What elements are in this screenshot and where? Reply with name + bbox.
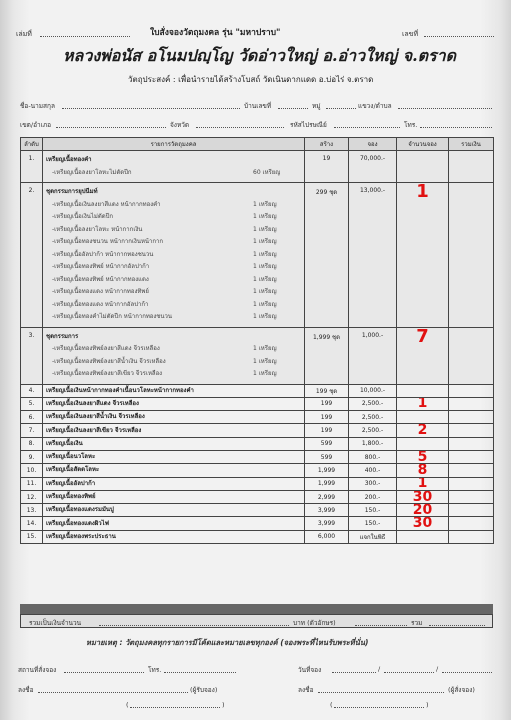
footer-place-line[interactable] — [64, 672, 144, 673]
row-sub-item-text: -เหรียญเนื้อทองทิพย์ หน้ากากทองแดง — [52, 275, 149, 283]
row-sub-item-text: -เหรียญเนื้อทองแดง หน้ากากอัลปาก้า — [52, 300, 149, 308]
row-no: 6. — [21, 411, 43, 424]
footer-sign-left-line[interactable] — [38, 692, 188, 693]
row-amount-cell[interactable] — [449, 397, 494, 410]
row-sub-item — [46, 343, 301, 356]
row-item-name: เหรียญเนื้อสัตตโลหะ — [46, 466, 100, 474]
row-sub-item — [46, 274, 301, 287]
footer-paren-right-close: ) — [426, 701, 429, 709]
row-qty-cell[interactable] — [397, 464, 449, 477]
row-amount-cell[interactable] — [449, 437, 494, 450]
row-sub-item — [46, 299, 301, 312]
table-row — [21, 411, 494, 424]
row-sub-item-text: -เหรียญเนื้อทองคำไม่ตัดปีก หน้ากากทองชนวน — [52, 313, 172, 320]
district-line[interactable] — [56, 127, 166, 128]
row-no: 1. — [21, 151, 43, 183]
postcode-label: รหัสไปรษณีย์ — [290, 121, 327, 129]
moo-label: หมู่ — [312, 102, 321, 110]
table-row — [21, 490, 494, 503]
row-qty-cell[interactable] — [397, 437, 449, 450]
row-qty-cell[interactable] — [397, 530, 449, 543]
row-sub-item — [46, 261, 301, 274]
table-row — [21, 151, 494, 183]
footer-date-label: วันที่จอง — [298, 666, 322, 674]
row-price: 200.- — [349, 490, 397, 503]
row-qty-cell[interactable] — [397, 327, 449, 384]
footer-sign-right-label: ลงชื่อ — [298, 686, 314, 694]
table-row — [21, 183, 494, 328]
row-qty-handwritten: 1 — [416, 182, 429, 202]
row-sub-item-text: -เหรียญเนื้อลงยาโลหะไม่ตัดปีก — [52, 168, 132, 176]
row-made: 599 — [305, 450, 349, 463]
row-price: 10,000.- — [349, 384, 397, 397]
row-sub-item — [46, 368, 301, 381]
name-label: ชื่อ-นามสกุล — [20, 102, 55, 110]
row-sub-item-text: -เหรียญเนื้อลงยาโลหะ หน้ากากเงิน — [52, 225, 143, 233]
footer-day-line[interactable] — [332, 672, 376, 673]
items-table — [20, 137, 494, 544]
moo-line[interactable] — [326, 108, 356, 109]
footer-sign-left-label: ลงชื่อ — [18, 686, 34, 694]
row-qty-cell[interactable] — [397, 183, 449, 328]
row-made: 199 — [305, 411, 349, 424]
footer-month-line[interactable] — [384, 672, 434, 673]
row-sub-item — [46, 167, 301, 180]
row-made: 2,999 — [305, 490, 349, 503]
row-qty-handwritten: 8 — [417, 463, 428, 478]
row-price: 800.- — [349, 450, 397, 463]
row-amount-cell[interactable] — [449, 411, 494, 424]
row-sub-item-qty: 1 เหรียญ — [253, 250, 277, 258]
header-amount: รวมเงิน — [449, 138, 494, 151]
row-sub-item-text: -เหรียญเนื้ออัลปาก้า หน้ากากทองชนวน — [52, 250, 154, 258]
district-label: เขต/อำเภอ — [20, 121, 52, 129]
row-item — [43, 327, 305, 384]
row-qty-cell[interactable] — [397, 384, 449, 397]
total-words-line[interactable] — [355, 625, 407, 626]
row-sub-item — [46, 249, 301, 262]
number-label: เลขที่ — [402, 30, 419, 38]
row-qty-handwritten: 30 — [412, 490, 433, 504]
row-sub-item-qty: 1 เหรียญ — [253, 345, 277, 352]
table-row — [21, 450, 494, 463]
footer-phone-label: โทร. — [148, 666, 162, 674]
row-sub-item-qty: 1 เหรียญ — [253, 200, 277, 208]
row-made: 3,999 — [305, 504, 349, 517]
row-sub-item-qty: 1 เหรียญ — [253, 313, 277, 320]
row-item-name: เหรียญเนื้อเงินลงยาสีแดง จีวรเหลือง — [46, 399, 139, 407]
row-item-name: เหรียญเนื้อทองพระประธาน — [46, 532, 116, 540]
footer-paren-right: ( — [330, 701, 333, 709]
row-item — [43, 530, 305, 543]
row-sub-item — [46, 224, 301, 237]
row-sub-item-text: -เหรียญเนื้อเงินลงยาสีแดง หน้ากากทองคำ — [52, 200, 161, 208]
row-amount-cell[interactable] — [449, 384, 494, 397]
row-sub-item-qty: 60 เหรียญ — [253, 168, 281, 176]
row-sub-item — [46, 211, 301, 224]
row-no: 5. — [21, 397, 43, 410]
row-item — [43, 477, 305, 490]
row-sub-item — [46, 286, 301, 299]
number-line[interactable] — [424, 36, 494, 37]
table-row — [21, 437, 494, 450]
row-made: 199 ชุด — [305, 384, 349, 397]
footer-signer-left: (ผู้รับจอง) — [190, 686, 218, 694]
house-no-label: บ้านเลขที่ — [244, 102, 272, 110]
table-header-row — [21, 138, 494, 151]
row-amount-cell[interactable] — [449, 151, 494, 183]
row-amount-cell[interactable] — [449, 504, 494, 517]
row-no: 2. — [21, 183, 43, 328]
book-no-label: เล่มที่ — [16, 30, 32, 38]
row-sub-item — [46, 311, 301, 324]
row-made: 6,000 — [305, 530, 349, 543]
row-sub-item — [46, 236, 301, 249]
row-sub-item-qty: 1 เหรียญ — [253, 357, 277, 365]
subdistrict-label: แขวง/ตำบล — [358, 102, 392, 110]
header-qty: จำนวนจอง — [397, 138, 449, 151]
province-line[interactable] — [196, 127, 284, 128]
row-item-name: ชุดกรรมการยุปนีมท์ — [46, 188, 98, 195]
row-price: 2,500.- — [349, 411, 397, 424]
total-baht-label: บาท (ตัวอักษร) — [293, 619, 336, 627]
row-sub-item-qty: 1 เหรียญ — [253, 275, 277, 283]
row-item — [43, 424, 305, 437]
row-qty-cell[interactable] — [397, 450, 449, 463]
row-item — [43, 151, 305, 183]
table-row — [21, 504, 494, 517]
table-spacer — [20, 604, 493, 614]
row-made: 199 — [305, 397, 349, 410]
row-no: 11. — [21, 477, 43, 490]
row-item — [43, 397, 305, 410]
row-item — [43, 437, 305, 450]
row-item — [43, 504, 305, 517]
row-item-name: ชุดกรรมการ — [46, 332, 79, 340]
row-item-name: เหรียญเนื้ออัลปาก้า — [46, 479, 96, 487]
row-qty-handwritten: 5 — [417, 450, 428, 464]
row-qty-cell[interactable] — [397, 151, 449, 183]
row-no: 14. — [21, 517, 43, 530]
row-qty-handwritten: 2 — [417, 423, 428, 438]
remark-note: หมายเหตุ : วัตถุมงคลทุกรายการมีโค้ดและหมายเลขทุกองค์ (จองพระที่ไหนรับพระที่นั่น) — [86, 638, 369, 647]
row-qty-cell[interactable] — [397, 504, 449, 517]
form-title: ใบสั่งจองวัตถุมงคล รุ่น "มหาปราบ" — [150, 28, 281, 38]
subdistrict-line[interactable] — [398, 108, 492, 109]
row-qty-cell[interactable] — [397, 424, 449, 437]
row-made: 1,999 ชุด — [305, 327, 349, 384]
row-amount-cell[interactable] — [449, 517, 494, 530]
row-sub-item-text: -เหรียญเนื้อทองทิพย์ลงยาสีแดง จีวรเหลือง — [52, 345, 160, 352]
row-no: 9. — [21, 450, 43, 463]
row-no: 12. — [21, 490, 43, 503]
row-made: 1,999 — [305, 464, 349, 477]
row-price: แจกในพิธี — [349, 530, 397, 543]
main-title: หลวงพ่อนัส อโนมปญฺโญ วัดอ่าวใหญ่ อ.อ่าวใหญ่ จ.ตราด — [63, 46, 456, 65]
row-price: 150.- — [349, 504, 397, 517]
footer-paren-left-close: ) — [222, 701, 225, 709]
row-sub-item-text: -เหรียญเนื้อทองแดง หน้ากากทองทิพย์ — [52, 288, 149, 295]
row-amount-cell[interactable] — [449, 530, 494, 543]
table-row — [21, 477, 494, 490]
row-item-name: เหรียญเนื้อทองแดงรมมันปู — [46, 506, 114, 514]
row-made: 19 — [305, 151, 349, 183]
row-qty-handwritten: 7 — [416, 327, 429, 347]
row-no: 15. — [21, 530, 43, 543]
row-price: 2,500.- — [349, 424, 397, 437]
row-price: 1,800.- — [349, 437, 397, 450]
row-sub-item-text: -เหรียญเนื้อทองทิพย์ หน้ากากอัลปาก้า — [52, 263, 150, 270]
row-amount-cell[interactable] — [449, 477, 494, 490]
row-price: 300.- — [349, 477, 397, 490]
row-made: 3,999 — [305, 517, 349, 530]
footer-slash-2: / — [436, 665, 439, 673]
footer-slash-1: / — [378, 665, 381, 673]
book-no-line[interactable] — [40, 36, 130, 37]
row-no: 4. — [21, 384, 43, 397]
row-qty-cell[interactable] — [397, 411, 449, 424]
header-price: จอง — [349, 138, 397, 151]
postcode-line[interactable] — [334, 127, 400, 128]
row-sub-item-qty: 1 เหรียญ — [253, 238, 277, 245]
row-sub-item-qty: 1 เหรียญ — [253, 288, 277, 295]
row-item — [43, 490, 305, 503]
row-item-name: เหรียญเนื้อเงินหน้ากากทองคำเนื้อนวโลหะหน้ากากทองคำ — [46, 386, 194, 394]
footer-phone-line[interactable] — [164, 672, 236, 673]
row-price: 1,000.- — [349, 327, 397, 384]
house-no-line[interactable] — [278, 108, 308, 109]
total-row — [20, 614, 493, 628]
row-sub-item-qty: 1 เหรียญ — [253, 225, 277, 233]
row-no: 10. — [21, 464, 43, 477]
row-price: 70,000.- — [349, 151, 397, 183]
footer-name-left-line[interactable] — [130, 707, 220, 708]
row-amount-cell[interactable] — [449, 424, 494, 437]
row-item-name: เหรียญเนื้อทองแดงผิวไฟ — [46, 519, 109, 527]
row-item-name: เหรียญเนื้อเงินลงยาสีน้ำเงิน จีวรเหลือง — [46, 413, 145, 421]
row-qty-cell[interactable] — [397, 517, 449, 530]
row-item-name: เหรียญเนื้อเงินลงยาสีเขียว จีวรเหลือง — [46, 426, 142, 434]
total-amount-line[interactable] — [99, 625, 289, 626]
row-no: 7. — [21, 424, 43, 437]
row-made: 299 ชุด — [305, 183, 349, 328]
row-item-name: เหรียญเนื้อทองทิพย์ — [46, 493, 96, 501]
table-row — [21, 464, 494, 477]
row-no: 13. — [21, 504, 43, 517]
row-item — [43, 517, 305, 530]
footer-paren-left: ( — [126, 701, 129, 709]
row-item-name: เหรียญเนื้อนวโลหะ — [46, 453, 96, 461]
row-amount-cell[interactable] — [449, 464, 494, 477]
footer-sign-right-line[interactable] — [318, 692, 444, 693]
purpose-text: วัตถุประสงค์ : เพื่อนำรายได้สร้างโบสถ์ วัดเนินดากแดด อ.บ่อไร่ จ.ตราด — [128, 75, 374, 84]
row-item-name: เหรียญเนื้อเงิน — [46, 439, 83, 447]
total-sum-line[interactable] — [429, 625, 485, 626]
row-no: 3. — [21, 327, 43, 384]
phone-label: โทร. — [404, 121, 418, 129]
row-qty-handwritten: 1 — [417, 397, 428, 411]
total-label: รวมเป็นเงินจำนวน — [29, 619, 82, 627]
footer-year-line[interactable] — [442, 672, 492, 673]
row-qty-cell[interactable] — [397, 397, 449, 410]
row-qty-handwritten: 20 — [412, 503, 433, 517]
row-price: 13,000.- — [349, 183, 397, 328]
row-item — [43, 464, 305, 477]
row-price: 150.- — [349, 517, 397, 530]
row-sub-item-text: -เหรียญเนื้อเงินไม่ตัดปีก — [52, 213, 114, 220]
row-item — [43, 384, 305, 397]
header-item: รายการวัตถุมงคล — [43, 138, 305, 151]
row-price: 400.- — [349, 464, 397, 477]
row-sub-item — [46, 199, 301, 212]
row-qty-cell[interactable] — [397, 477, 449, 490]
footer-name-right-line[interactable] — [334, 707, 424, 708]
table-row — [21, 384, 494, 397]
row-item — [43, 450, 305, 463]
name-line[interactable] — [62, 108, 240, 109]
row-amount-cell[interactable] — [449, 183, 494, 328]
row-sub-item-text: -เหรียญเนื้อทองทิพย์ลงยาสีเขียว จีวรเหลือง — [52, 370, 163, 377]
footer-signer-right: (ผู้สั่งจอง) — [448, 686, 475, 694]
table-row — [21, 517, 494, 530]
header-no: ลำดับ — [21, 138, 43, 151]
row-made: 1,999 — [305, 477, 349, 490]
row-no: 8. — [21, 437, 43, 450]
row-sub-item-text: -เหรียญเนื้อทองชนวน หน้ากากเงินหน้ากาก — [52, 238, 164, 245]
footer-place-label: สถานที่สั่งจอง — [18, 666, 57, 674]
row-made: 199 — [305, 424, 349, 437]
row-sub-item-qty: 1 เหรียญ — [253, 300, 277, 308]
header-made: สร้าง — [305, 138, 349, 151]
row-item — [43, 183, 305, 328]
row-sub-item-qty: 1 เหรียญ — [253, 370, 277, 377]
row-qty-handwritten: 30 — [412, 516, 433, 531]
row-amount-cell[interactable] — [449, 450, 494, 463]
phone-line[interactable] — [420, 127, 492, 128]
table-row — [21, 397, 494, 410]
row-made: 599 — [305, 437, 349, 450]
row-sub-item-text: -เหรียญเนื้อทองทิพย์ลงยาสีน้ำเงิน จีวรเหลือง — [52, 357, 166, 365]
province-label: จังหวัด — [170, 121, 190, 129]
row-item — [43, 411, 305, 424]
row-item-name: เหรียญเนื้อทองคำ — [46, 156, 92, 163]
row-amount-cell[interactable] — [449, 490, 494, 503]
row-price: 2,500.- — [349, 397, 397, 410]
table-row — [21, 424, 494, 437]
row-qty-cell[interactable] — [397, 490, 449, 503]
table-row — [21, 327, 494, 384]
total-sum-label: รวม — [411, 619, 423, 627]
row-amount-cell[interactable] — [449, 327, 494, 384]
row-sub-item — [46, 356, 301, 369]
row-qty-handwritten: 1 — [417, 477, 428, 491]
row-sub-item-qty: 1 เหรียญ — [253, 213, 277, 220]
row-sub-item-qty: 1 เหรียญ — [253, 263, 277, 270]
table-row — [21, 530, 494, 543]
